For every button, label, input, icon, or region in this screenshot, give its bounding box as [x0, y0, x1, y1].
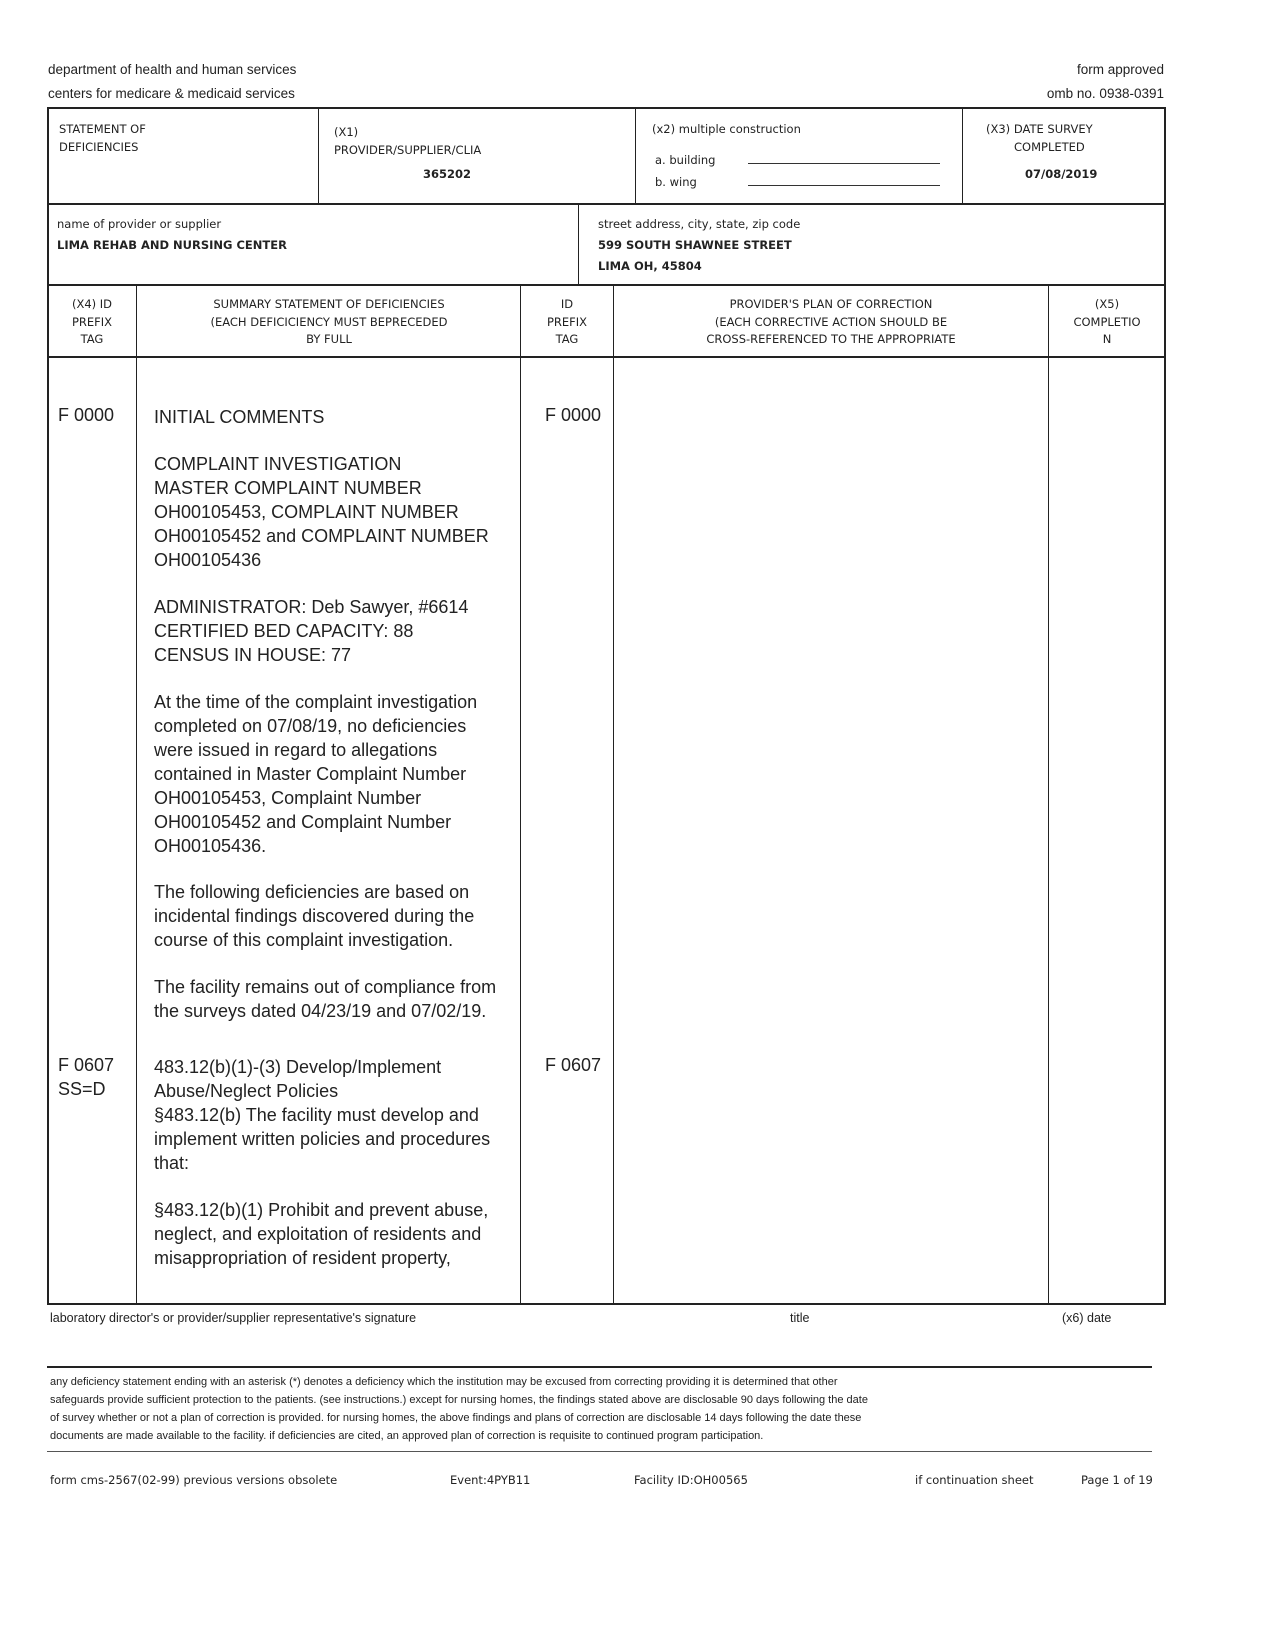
- scope-severity: SS=D: [58, 1079, 106, 1099]
- summary-line: CENSUS IN HOUSE: 77: [154, 645, 352, 665]
- omb-number: omb no. 0938-0391: [1046, 86, 1164, 101]
- x1-label: (X1): [334, 125, 359, 139]
- x2-label: (x2) multiple construction: [652, 122, 801, 136]
- summary-line: COMPLAINT INVESTIGATION: [154, 454, 402, 474]
- summary-line: the surveys dated 04/23/19 and 07/02/19.: [154, 1001, 487, 1021]
- col-x5-header: (X5) COMPLETIO N: [1073, 297, 1141, 346]
- building-label: a. building: [655, 153, 716, 167]
- summary-paragraph: [154, 405, 324, 429]
- summary-line: OH00105436: [154, 550, 262, 570]
- summary-line: misappropriation of resident property,: [154, 1248, 451, 1268]
- provider-name: LIMA REHAB AND NURSING CENTER: [57, 238, 287, 252]
- summary-line: OH00105452 and COMPLAINT NUMBER: [154, 526, 489, 546]
- street-address: 599 SOUTH SHAWNEE STREET: [598, 238, 792, 252]
- summary-line: OH00105453, COMPLAINT NUMBER: [154, 502, 459, 522]
- id-prefix-tag: F 0607: [545, 1055, 602, 1075]
- statement-label: STATEMENT OF: [59, 122, 146, 136]
- summary-line: neglect, and exploitation of residents and: [154, 1224, 482, 1244]
- summary-paragraph: [154, 880, 474, 952]
- date-label: (x6) date: [1062, 1311, 1112, 1325]
- summary-line: ADMINISTRATOR: Deb Sawyer, #6614: [154, 597, 469, 617]
- summary-line: At the time of the complaint investigation: [154, 692, 478, 712]
- col-plan-header: PROVIDER'S PLAN OF CORRECTION (EACH CORRECTIVE ACTION SHOULD BE CROSS-REFERENCED TO THE APPROPRIATE: [706, 297, 956, 346]
- summary-line: that:: [154, 1153, 190, 1173]
- address-label: street address, city, state, zip code: [598, 217, 801, 231]
- summary-line: Abuse/Neglect Policies: [154, 1081, 339, 1101]
- id-prefix-tag: F 0000: [545, 405, 602, 425]
- event-id: Event:4PYB11: [450, 1473, 531, 1487]
- summary-line: INITIAL COMMENTS: [154, 407, 325, 427]
- summary-line: OH00105453, Complaint Number: [154, 788, 422, 808]
- summary-line: 483.12(b)(1)-(3) Develop/Implement: [154, 1057, 442, 1077]
- x3-completed: COMPLETED: [1014, 140, 1085, 154]
- summary-line: OH00105452 and Complaint Number: [154, 812, 452, 832]
- summary-line: MASTER COMPLAINT NUMBER: [154, 478, 422, 498]
- summary-line: were issued in regard to allegations: [154, 740, 438, 760]
- statement-label-2: DEFICIENCIES: [59, 140, 139, 154]
- summary-paragraph: [154, 452, 489, 572]
- page-number: Page 1 of 19: [1081, 1473, 1153, 1487]
- continuation-label: if continuation sheet: [915, 1473, 1034, 1487]
- cms-label: centers for medicare & medicaid services: [48, 86, 295, 101]
- col-summary-header: SUMMARY STATEMENT OF DEFICIENCIES (EACH DEFICICIENCY MUST BEPRECEDED BY FULL: [210, 297, 448, 346]
- summary-paragraph: [154, 690, 477, 858]
- survey-date: 07/08/2019: [1025, 167, 1098, 181]
- city-state-zip: LIMA OH, 45804: [598, 259, 702, 273]
- summary-line: incidental findings discovered during the: [154, 906, 475, 926]
- col-id-header: ID PREFIX TAG: [546, 297, 588, 346]
- summary-paragraph: [154, 1198, 488, 1270]
- title-label: title: [790, 1311, 810, 1325]
- disclaimer: any deficiency statement ending with an asterisk (*) denotes a deficiency which the institution may be excused from correcting providing it is determined that other safeguards provide sufficient protection to the patients. (see instructions.) except for nursing homes, the findings stated above are disclosable 90 days following the date of survey whether or not a plan of correction is provided. for nursing homes, the above findings and plans of correction are disclosable 14 days following the date these documents are made available to the facility. if deficiencies are cited, an approved plan of correction is requisite to continued program participation.: [50, 1376, 868, 1442]
- summary-paragraph: [154, 595, 468, 667]
- prefix-tag: F 0000: [58, 405, 115, 425]
- summary-paragraph: [154, 1055, 490, 1175]
- clia-label: PROVIDER/SUPPLIER/CLIA: [334, 143, 482, 157]
- summary-line: implement written policies and procedures: [154, 1129, 491, 1149]
- summary-paragraph: [154, 975, 496, 1023]
- summary-line: The facility remains out of compliance from: [154, 977, 497, 997]
- summary-line: CERTIFIED BED CAPACITY: 88: [154, 621, 414, 641]
- summary-line: §483.12(b) The facility must develop and: [154, 1105, 479, 1125]
- summary-line: completed on 07/08/19, no deficiencies: [154, 716, 467, 736]
- dept-label: department of health and human services: [48, 62, 297, 77]
- summary-line: OH00105436.: [154, 836, 267, 856]
- signature-label: laboratory director's or provider/supplier representative's signature: [50, 1311, 417, 1325]
- summary-line: §483.12(b)(1) Prohibit and prevent abuse,: [154, 1200, 489, 1220]
- provider-name-label: name of provider or supplier: [57, 217, 222, 231]
- summary-line: course of this complaint investigation.: [154, 930, 454, 950]
- facility-id: Facility ID:OH00565: [634, 1473, 748, 1487]
- summary-line: The following deficiencies are based on: [154, 882, 470, 902]
- form-approved: form approved: [1076, 62, 1164, 77]
- provider-id: 365202: [423, 167, 472, 181]
- prefix-tag: F 0607: [58, 1055, 115, 1075]
- x3-label: (X3) DATE SURVEY: [986, 122, 1093, 136]
- form-number: form cms-2567(02-99) previous versions obsolete: [50, 1473, 338, 1487]
- col-x4-header: (X4) ID PREFIX TAG: [71, 297, 113, 346]
- wing-label: b. wing: [655, 175, 697, 189]
- summary-line: contained in Master Complaint Number: [154, 764, 467, 784]
